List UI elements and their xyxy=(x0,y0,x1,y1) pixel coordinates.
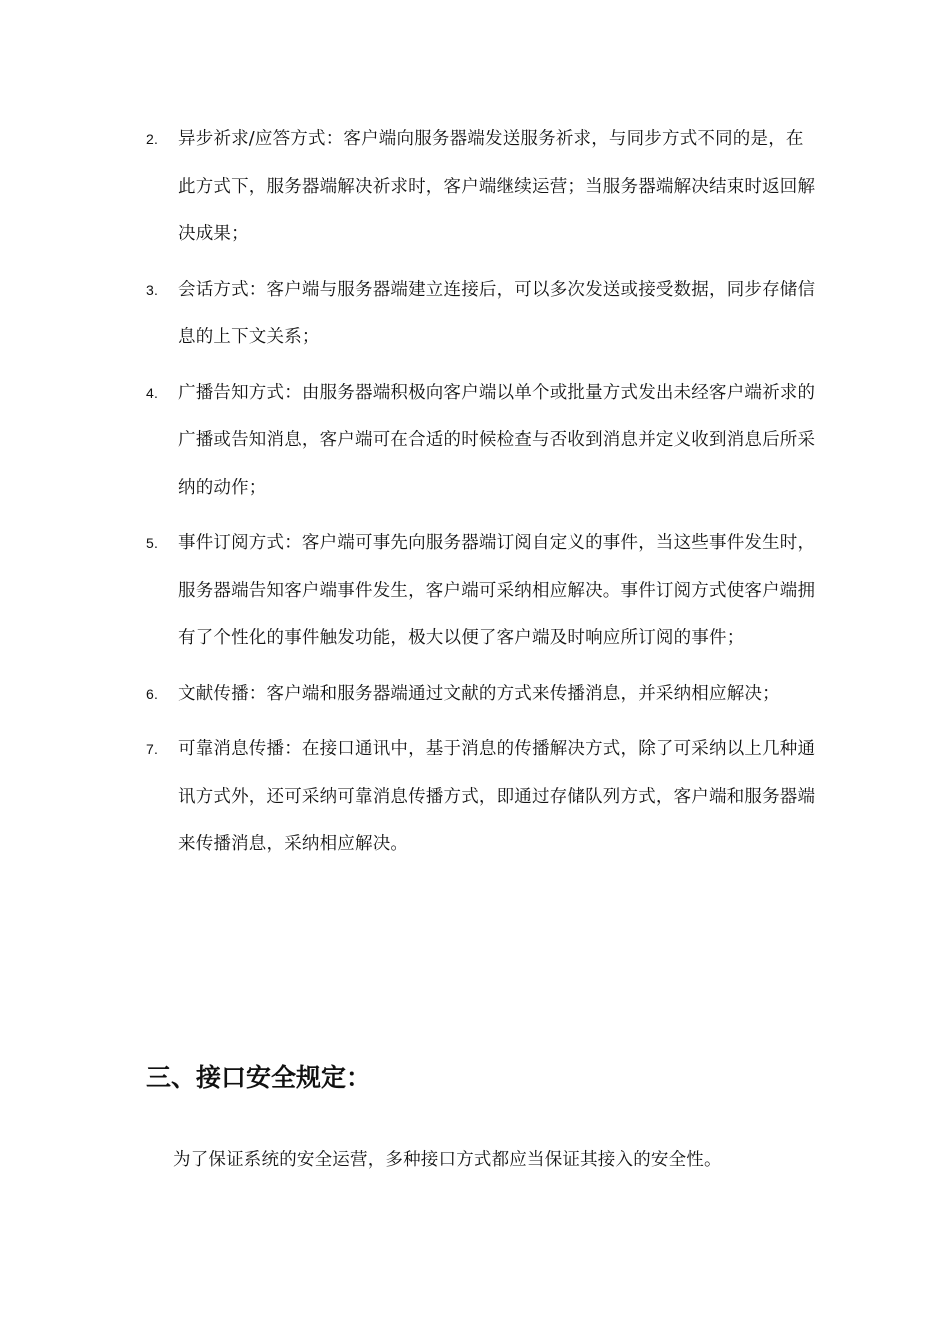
section-heading: 三、接口安全规定： xyxy=(146,1063,372,1092)
interface-mode-list xyxy=(146,116,816,877)
list-item xyxy=(146,370,816,513)
list-item-number: 6. xyxy=(146,685,159,702)
list-item xyxy=(146,116,816,259)
list-item-number: 7. xyxy=(146,741,159,757)
list-item-text: 事件订阅方式：客户端可事先向服务器端订阅自定义的事件，当这些事件发生时，服务器端告知客户端事件发生，客户端可采纳相应解决。事件订阅方式使客户端拥有了个性化的事件触发功能，极大以便了客户端及时响应所订阅的事件； xyxy=(178,533,816,648)
list-item-number: 3. xyxy=(146,281,159,298)
list-item xyxy=(146,671,816,719)
list-item-text: 文献传播：客户端和服务器端通过文献的方式来传播消息，并采纳相应解决； xyxy=(178,683,780,704)
list-item-text: 广播告知方式：由服务器端积极向客户端以单个或批量方式发出未经客户端祈求的广播或告知消息，客户端可在合适的时候检查与否收到消息并定义收到消息后所采纳的动作； xyxy=(178,382,816,498)
list-item xyxy=(146,726,816,869)
list-item xyxy=(146,520,816,663)
list-item-number: 2. xyxy=(146,131,159,147)
list-item-text: 异步祈求/应答方式：客户端向服务器端发送服务祈求，与同步方式不同的是，在此方式下，服务器端解决祈求时，客户端继续运营；当服务器端解决结束时返回解决成果； xyxy=(178,129,816,244)
list-item-text: 可靠消息传播：在接口通讯中，基于消息的传播解决方式，除了可采纳以上几种通讯方式外，还可采纳可靠消息传播方式，即通过存储队列方式，客户端和服务器端来传播消息，采纳相应解决。 xyxy=(178,739,816,854)
list-item xyxy=(146,267,816,362)
section-paragraph: 为了保证系统的安全运营，多种接口方式都应当保证其接入的安全性。 xyxy=(173,1150,722,1170)
list-item-number: 5. xyxy=(146,535,159,551)
list-item-text: 会话方式：客户端与服务器端建立连接后，可以多次发送或接受数据，同步存储信息的上下文关系； xyxy=(178,279,816,347)
list-item-number: 4. xyxy=(146,384,159,401)
